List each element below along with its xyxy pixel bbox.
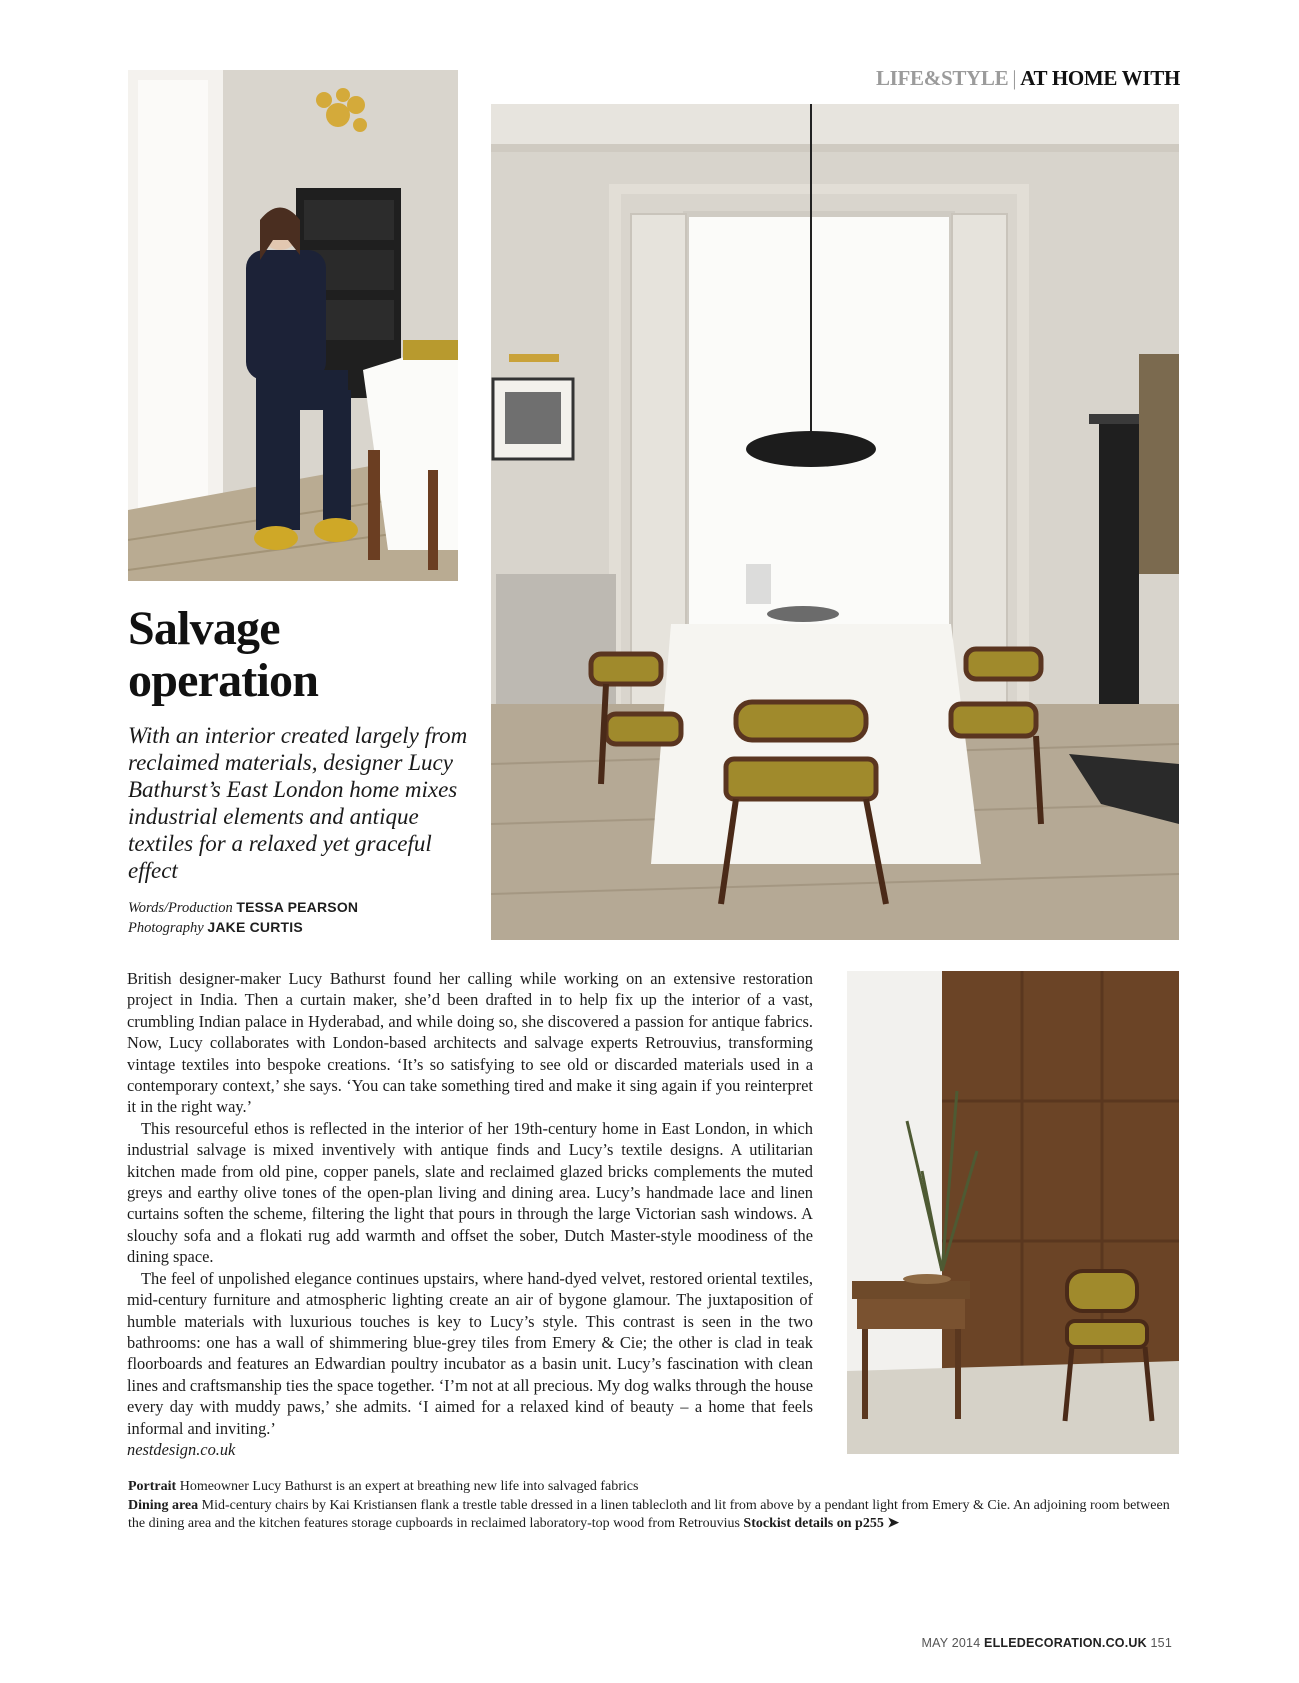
caption-text: Mid-century chairs by Kai Kristiansen flank a trestle table dressed in a linen tablecloth and lit from above by a pendant light from Emery & Cie. An adjoining room between the dining area and the kitchen features storage cupboards in reclaimed laboratory-top wood from Retrouvius: [128, 1497, 1170, 1531]
subsection-name: AT HOME WITH: [1020, 66, 1180, 90]
credit-name: TESSA PEARSON: [236, 899, 359, 915]
standfirst: With an interior created largely from reclaimed materials, designer Lucy Bathurst’s East London home mixes industrial elements and antique textiles for a relaxed yet graceful effect: [128, 723, 468, 883]
dining-caption: [128, 1497, 1178, 1534]
dining-area-photo: [491, 104, 1179, 940]
article-body: [127, 968, 813, 1460]
footer-site: ELLEDECORATION.CO.UK: [984, 1636, 1147, 1650]
section-header: [700, 66, 1180, 91]
caption-label: Portrait: [128, 1479, 177, 1494]
section-name: LIFE&STYLE: [875, 66, 1009, 90]
stockist-link[interactable]: Stockist details on p255: [743, 1516, 884, 1531]
caption-text: Homeowner Lucy Bathurst is an expert at breathing new life into salvaged fabrics: [179, 1479, 639, 1494]
credit-words: [128, 897, 468, 918]
photo-captions: [128, 1478, 1178, 1534]
headline-line-1: Salvage: [128, 602, 280, 655]
body-paragraph: The feel of unpolished elegance continues upstairs, where hand-dyed velvet, restored oriental textiles, mid-century furniture and atmospheric lighting create an air of bygone glamour. The juxtaposition of humble materials with luxurious touches is key to Lucy’s style. This contrast is seen in the two bathrooms: one has a wall of shimmering blue-grey tiles from Emery & Cie; the other is clad in teak floorboards and features an Edwardian poultry incubator as a basin unit. Lucy’s fascination with clean lines and craftsmanship ties the space together. ‘I’m not at all precious. My dog walks through the house every day with muddy paws,’ she admits. ‘I aimed for a relaxed kind of beauty – a home that feels informal and inviting.’: [127, 1268, 813, 1438]
credit-role: Words/Production: [128, 900, 233, 916]
article-headline: [128, 603, 458, 707]
website-link[interactable]: nestdesign.co.uk: [127, 1439, 236, 1459]
headline-line-2: operation: [128, 654, 319, 707]
body-paragraph: This resourceful ethos is reflected in the interior of her 19th-century home in East London, in which industrial salvage is mixed inventively with antique finds and Lucy’s textile designs. A utilitarian kitchen made from old pine, copper panels, slate and reclaimed glazed bricks complements the muted greys and earthy olive tones of the open-plan living and dining area. Lucy’s handmade lace and linen curtains soften the scheme, filtering the light that pours in through the large Victorian sash windows. A slouchy sofa and a flokati rug add warmth and offset the sober, Dutch Master-style moodiness of the dining space.: [127, 1118, 813, 1267]
issue-date: MAY 2014: [921, 1636, 981, 1650]
adjoining-room-photo: [847, 971, 1179, 1454]
section-separator: |: [1012, 66, 1017, 90]
caption-label: Dining area: [128, 1497, 199, 1513]
portrait-photo: [128, 70, 458, 581]
credit-photography: [128, 917, 468, 938]
page-number: 151: [1150, 1636, 1172, 1650]
page-footer: [800, 1636, 1172, 1650]
credit-role: Photography: [128, 920, 204, 936]
credit-name: JAKE CURTIS: [207, 919, 303, 935]
body-paragraph: British designer-maker Lucy Bathurst found her calling while working on an extensive restoration project in India. Then a curtain maker, she’d been drafted in to help fix up the interior of a vast, crumbling Indian palace in Hyderabad, and while doing so, she discovered a passion for antique fabrics. Now, Lucy collaborates with London-based architects and salvage experts Retrouvius, transforming vintage textiles into bespoke creations. ‘It’s so satisfying to see old or discarded materials used in a contemporary context,’ she says. ‘You can take something tired and make it sing again if you reinterpret it in the right way.’: [127, 969, 813, 1117]
portrait-caption: [128, 1478, 1178, 1497]
arrow-icon: ➤: [887, 1516, 900, 1531]
